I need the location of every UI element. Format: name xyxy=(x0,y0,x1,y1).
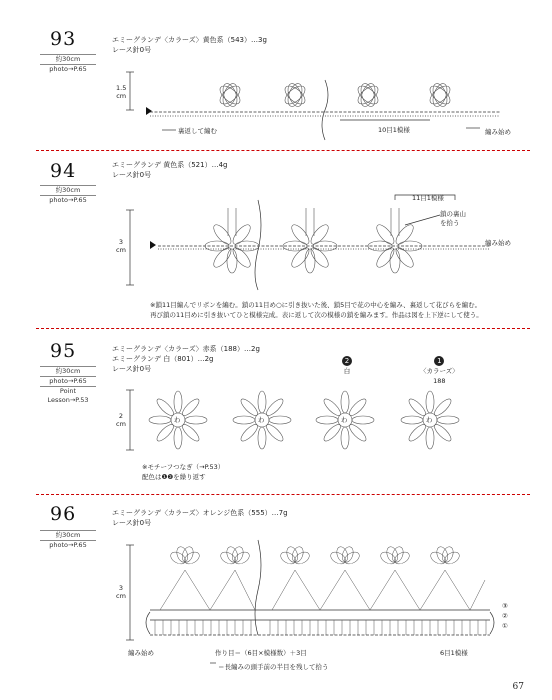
row-2: ② xyxy=(502,612,508,620)
length: 約30cm xyxy=(40,185,96,195)
hook: レース針0号 xyxy=(112,171,152,179)
photo-ref: photo→P.65 xyxy=(40,195,96,205)
yarn: エミーグランデ〈カラーズ〉オレンジ色系（555）…7g xyxy=(112,509,288,517)
row-3: ③ xyxy=(502,602,508,610)
note: ※鎖11目編んでリボンを編む。鎖の11目め○に引き抜いた後、鎖5目で花の中心を編み、裏返して花びらを編む。 再び鎖の11目めに引き抜いてひと模様完成。表に返して次の模様の鎖を編みます。作品は図を上下逆にして使う。 xyxy=(150,301,483,319)
repeat-label: 6目1模様 xyxy=(440,649,468,657)
yarn: エミーグランデ 黄色系（521）…4g xyxy=(112,161,228,169)
height-label: 1.5 cm xyxy=(116,84,127,100)
height-label: 2 cm xyxy=(116,412,126,428)
page-number: 67 xyxy=(512,682,524,692)
back-loop-label: 鎖の裏山 を拾う xyxy=(440,210,466,227)
color-mark-2: 2 白 xyxy=(343,357,351,375)
start-label: 編み始め xyxy=(128,649,154,657)
note: ※モチーフつなぎ（→P.53） 配色は❶❷を繰り返す xyxy=(142,463,225,481)
length: 約30cm xyxy=(40,366,96,376)
pattern-number: 95 xyxy=(50,340,77,362)
yarn: エミーグランデ〈カラーズ〉黄色系（543）…3g xyxy=(112,36,267,44)
flower-96-row xyxy=(169,545,462,566)
hook: レース針0号 xyxy=(112,365,152,373)
color-mark-1: 1 〈カラーズ〉 188 xyxy=(420,357,459,385)
start-label: 編み始め xyxy=(485,239,511,247)
center-ring-label: わ xyxy=(426,416,433,424)
photo-ref: photo→P.65 xyxy=(40,64,96,74)
repeat-label: 11目1模様 xyxy=(412,194,444,202)
point-lesson: Point Lesson→P.53 xyxy=(40,386,96,405)
height-label: 3 cm xyxy=(116,584,126,600)
pattern-number: 94 xyxy=(50,160,77,182)
photo-ref: photo→P.65 xyxy=(40,540,96,550)
yarn-1: エミーグランデ〈カラーズ〉赤系（188）…2g xyxy=(112,345,260,353)
center-ring-label: わ xyxy=(258,416,265,424)
back-label: ＝長編みの頭手前の半目を残して拾う xyxy=(218,663,329,671)
center-ring-label: わ xyxy=(341,416,348,424)
chain-label: 作り目＝（6目×模様数）＋3目 xyxy=(215,649,307,657)
photo-ref: photo→P.65 xyxy=(40,376,96,386)
row-1: ① xyxy=(502,622,508,630)
start-label: 編み始め xyxy=(485,128,511,136)
reverse-label: 裏返して編む xyxy=(178,127,217,135)
repeat-label: 10目1模様 xyxy=(378,126,410,134)
center-ring-label: わ xyxy=(174,416,181,424)
hook: レース針0号 xyxy=(112,46,152,54)
pattern-number: 96 xyxy=(50,503,77,525)
length: 約30cm xyxy=(40,54,96,64)
length: 約30cm xyxy=(40,530,96,540)
hook: レース針0号 xyxy=(112,519,152,527)
height-label: 3 cm xyxy=(116,238,126,254)
pattern-number: 93 xyxy=(50,28,77,50)
yarn-2: エミーグランデ 白（801）…2g xyxy=(112,355,214,363)
